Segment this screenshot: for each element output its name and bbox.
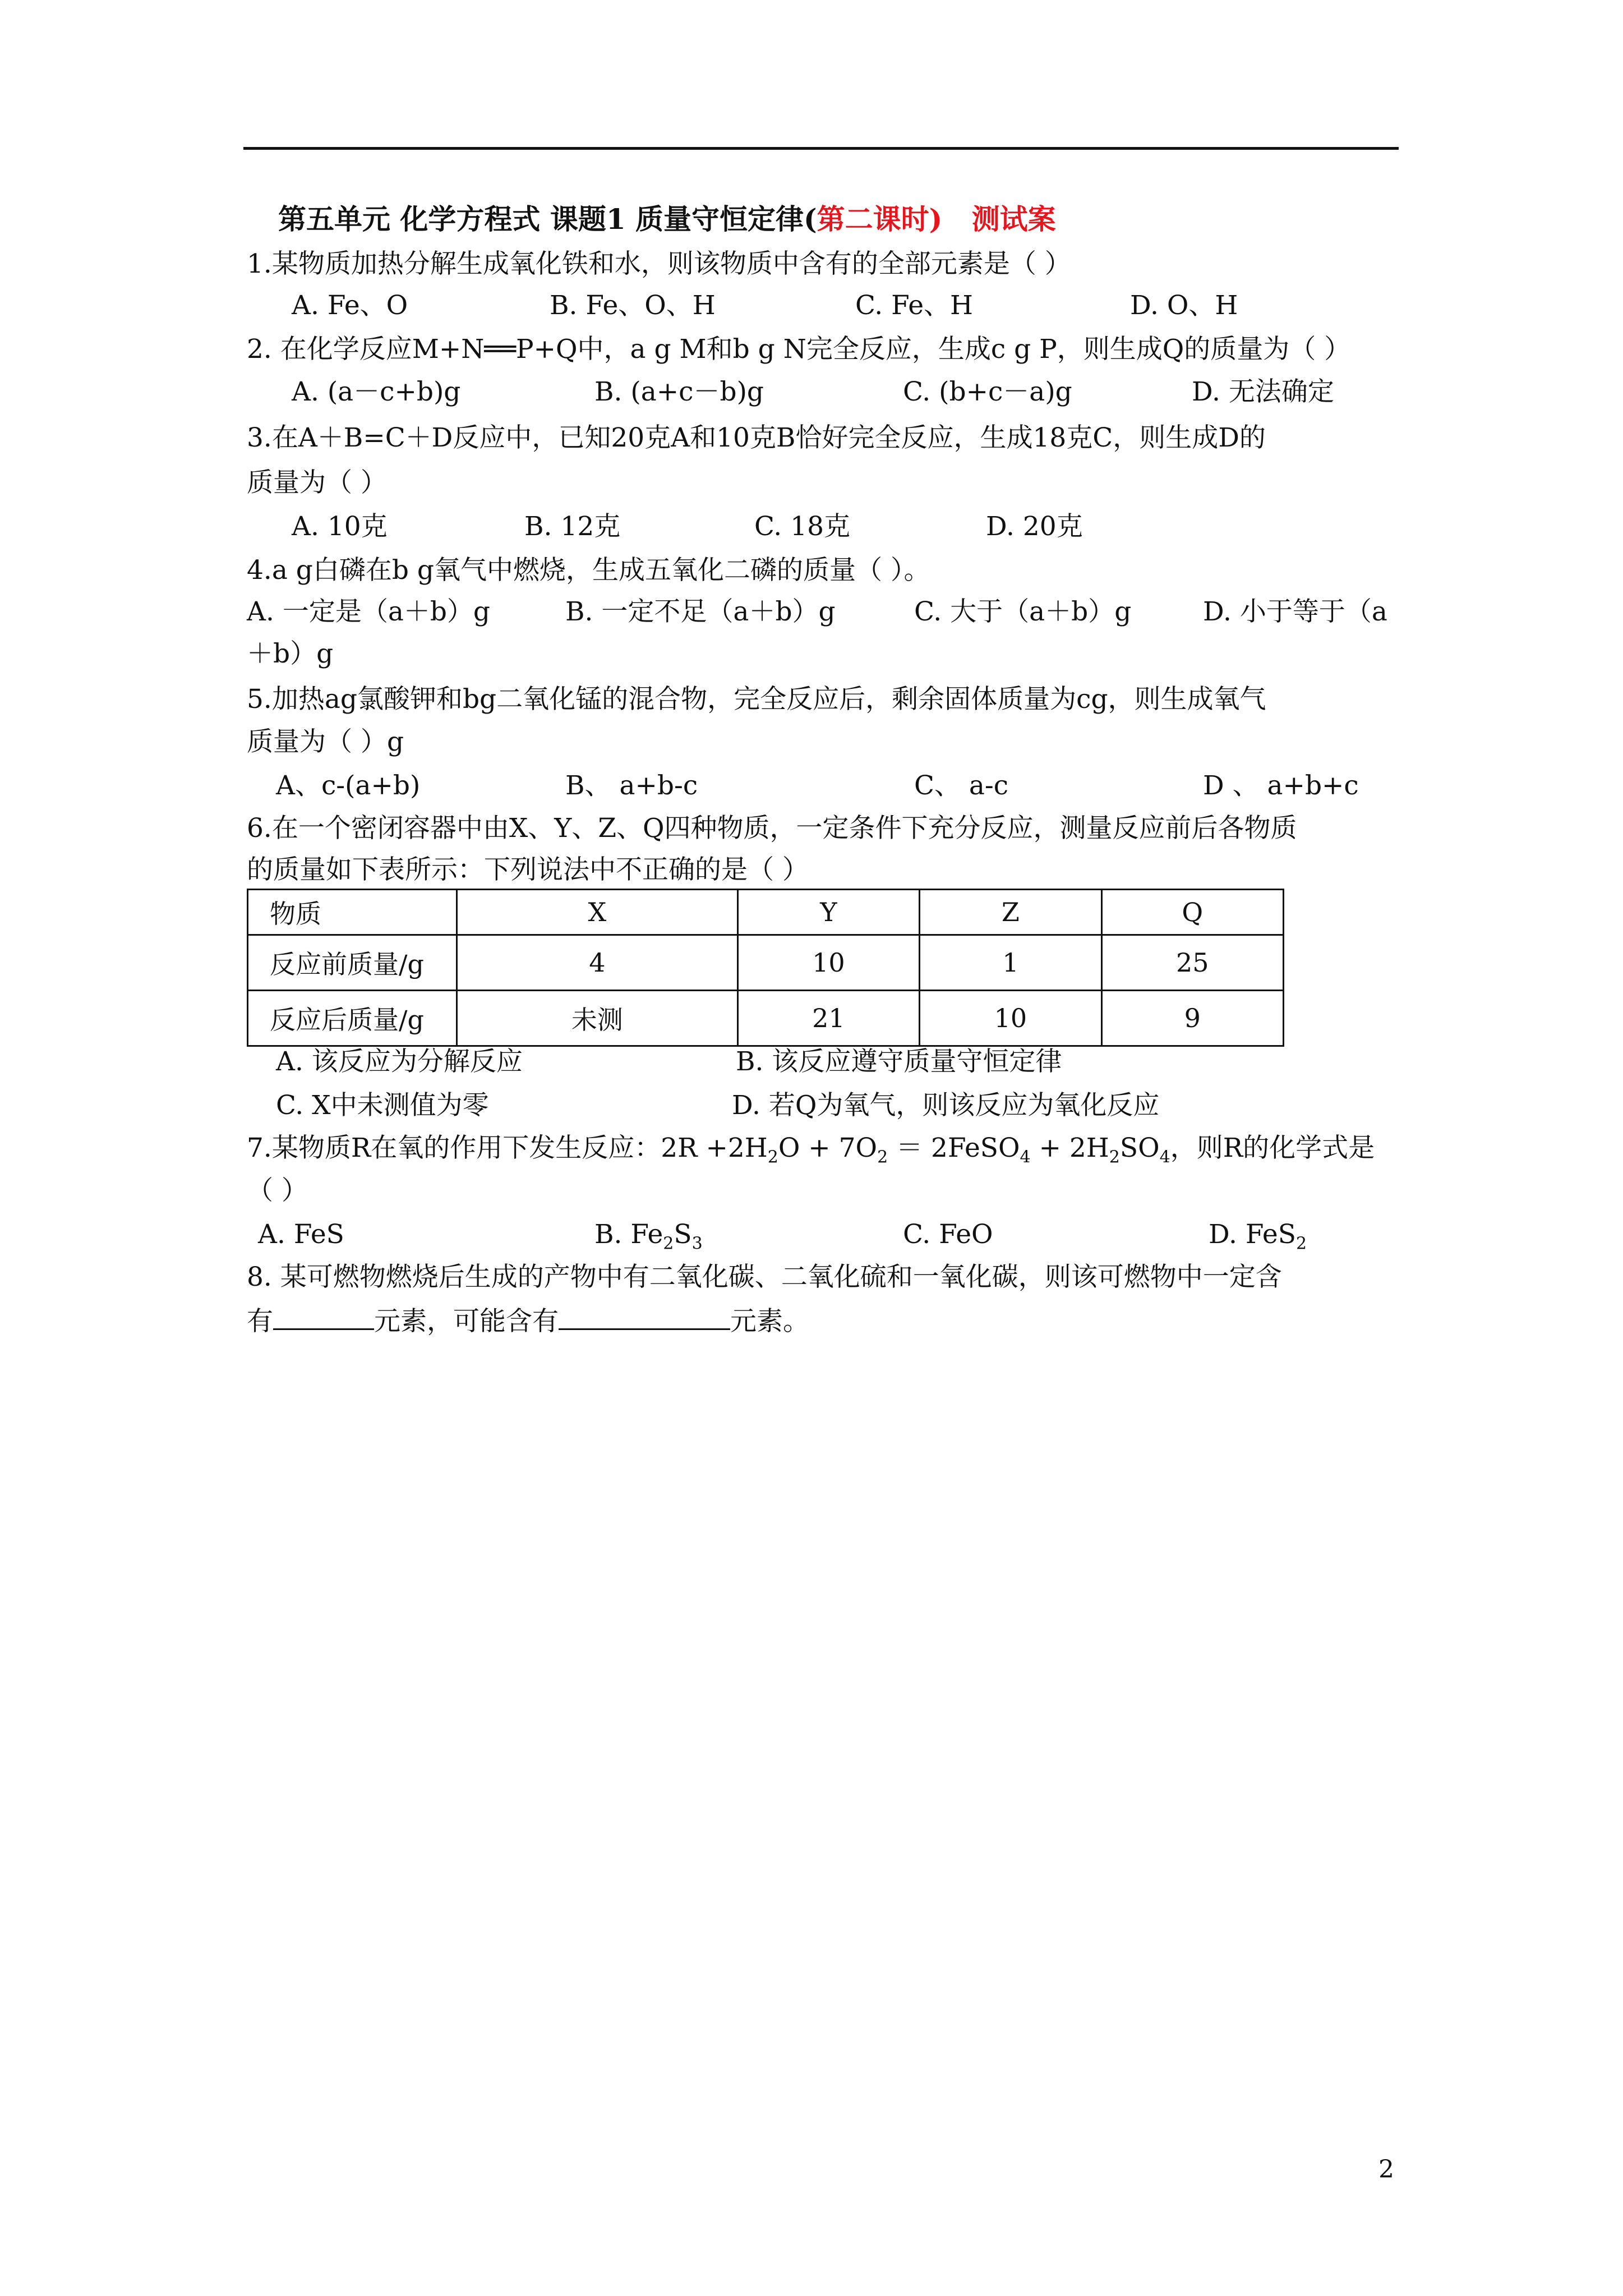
q5-option-a: A、c-(a+b) bbox=[276, 770, 421, 801]
table-header-cell: X bbox=[457, 890, 738, 935]
mass-table bbox=[247, 889, 1284, 1047]
title-main: 第五单元 化学方程式 课题1 质量守恒定律( bbox=[278, 203, 817, 236]
table-header-row bbox=[248, 890, 1284, 935]
q7-option-b-text: B. Fe bbox=[594, 1219, 663, 1250]
question-6-stem-line1: 6.在一个密闭容器中由X、Y、Z、Q四种物质，一定条件下充分反应，测量反应前后各物质 bbox=[247, 813, 1297, 844]
header-rule bbox=[243, 147, 1399, 150]
q1-option-d: D. O、H bbox=[1130, 290, 1238, 321]
q4-option-d-cont: ＋b）g bbox=[247, 638, 334, 669]
q3-option-c: C. 18克 bbox=[754, 511, 850, 542]
q1-option-b: B. Fe、O、H bbox=[550, 290, 716, 321]
q4-option-d: D. 小于等于（a bbox=[1203, 596, 1387, 627]
q2-option-c: C. (b+c－a)g bbox=[903, 376, 1072, 407]
page-number: 2 bbox=[1378, 2155, 1394, 2184]
q7-option-a: A. FeS bbox=[258, 1219, 344, 1250]
question-4-stem: 4.a g白磷在b g氧气中燃烧，生成五氧化二磷的质量（ ）。 bbox=[247, 555, 930, 586]
question-8-stem-line2 bbox=[247, 1303, 809, 1339]
table-cell: 9 bbox=[1101, 991, 1283, 1046]
question-3-stem-line1: 3.在A＋B=C＋D反应中，已知20克A和10克B恰好完全反应，生成18克C，则生成D的 bbox=[247, 422, 1266, 453]
q7-option-d-text: D. FeS bbox=[1209, 1219, 1296, 1250]
q2-option-d: D. 无法确定 bbox=[1192, 376, 1334, 407]
table-cell: 1 bbox=[920, 935, 1101, 991]
table-cell: 未测 bbox=[457, 991, 738, 1046]
q7-option-b: B. $Fe_2S_3$ bbox=[594, 1219, 703, 1254]
table-cell: 反应后质量/g bbox=[248, 991, 457, 1046]
q5-option-c: C、 a-c bbox=[914, 770, 1009, 801]
q7-option-d: D. FeS$_2$ bbox=[1209, 1219, 1307, 1254]
table-row bbox=[248, 935, 1284, 991]
q5-option-b: B、 a+b-c bbox=[565, 770, 698, 801]
q2-option-a: A. (a－c+b)g bbox=[292, 376, 461, 407]
question-5-stem-line2: 质量为（ ）g bbox=[247, 726, 404, 757]
q2-option-b: B. (a+c－b)g bbox=[594, 376, 764, 407]
q5-option-d: D 、 a+b+c bbox=[1203, 770, 1359, 801]
table-header-cell: 物质 bbox=[248, 890, 457, 935]
q8-text-post: 元素。 bbox=[730, 1306, 809, 1337]
q1-option-c: C. Fe、H bbox=[855, 290, 974, 321]
q3-option-b: B. 12克 bbox=[524, 511, 621, 542]
q6-option-d: D. 若Q为氧气，则该反应为氧化反应 bbox=[732, 1090, 1160, 1121]
question-7-paren: （ ） bbox=[247, 1175, 308, 1206]
table-row bbox=[248, 991, 1284, 1046]
question-8-stem-line1: 8. 某可燃物燃烧后生成的产物中有二氧化碳、二氧化硫和一氧化碳，则该可燃物中一定含 bbox=[247, 1262, 1282, 1292]
q7-stem-end: ，则R的化学式是 bbox=[1170, 1133, 1375, 1163]
q4-option-a: A. 一定是（a＋b）g bbox=[247, 596, 491, 627]
table-cell: 10 bbox=[737, 935, 919, 991]
q8-text-mid: 元素，可能含有 bbox=[374, 1306, 559, 1337]
q6-option-c: C. X中未测值为零 bbox=[276, 1090, 489, 1121]
question-5-stem-line1: 5.加热ag氯酸钾和bg二氧化锰的混合物，完全反应后，剩余固体质量为cg，则生成氧气 bbox=[247, 684, 1266, 715]
table-cell: 4 bbox=[457, 935, 738, 991]
table-cell: 10 bbox=[920, 991, 1101, 1046]
q7-option-c: C. FeO bbox=[903, 1219, 993, 1250]
question-7-stem: 7.某物质R在氧的作用下发生反应：$2R +2H_2O + 7O_2$ ＝ 2FeSO$_4$ + $2H_2SO_4$，则R的化学式是 bbox=[247, 1133, 1375, 1167]
question-1-stem: 1.某物质加热分解生成氧化铁和水，则该物质中含有的全部元素是（ ） bbox=[247, 249, 1071, 279]
table-cell: 21 bbox=[737, 991, 919, 1046]
question-2-stem: 2. 在化学反应M+N══P+Q中，a g M和b g N完全反应，生成c g P，则生成Q的质量为（ ） bbox=[247, 334, 1351, 365]
page-title bbox=[278, 202, 1056, 237]
q7-stem-start: 7.某物质R在氧的作用下发生反应：2R +2H bbox=[247, 1133, 768, 1163]
q6-option-b: B. 该反应遵守质量守恒定律 bbox=[736, 1046, 1062, 1077]
title-lesson: 第二课时) bbox=[817, 203, 943, 236]
table-header-cell: Q bbox=[1101, 890, 1283, 935]
q3-option-d: D. 20克 bbox=[986, 511, 1083, 542]
title-test: 测试案 bbox=[971, 203, 1056, 236]
answer-blank-2[interactable] bbox=[559, 1303, 730, 1330]
question-6-stem-line2: 的质量如下表所示：下列说法中不正确的是（ ） bbox=[247, 854, 809, 885]
table-cell: 反应前质量/g bbox=[248, 935, 457, 991]
q1-option-a: A. Fe、O bbox=[292, 290, 408, 321]
q8-text-pre: 有 bbox=[247, 1306, 273, 1337]
table-cell: 25 bbox=[1101, 935, 1283, 991]
question-3-stem-line2: 质量为（ ） bbox=[247, 467, 387, 498]
answer-blank-1[interactable] bbox=[273, 1303, 374, 1330]
q3-option-a: A. 10克 bbox=[292, 511, 388, 542]
table-header-cell: Y bbox=[737, 890, 919, 935]
q4-option-c: C. 大于（a＋b）g bbox=[914, 596, 1132, 627]
table-header-cell: Z bbox=[920, 890, 1101, 935]
q6-option-a: A. 该反应为分解反应 bbox=[276, 1046, 523, 1077]
q4-option-b: B. 一定不足（a＋b）g bbox=[565, 596, 836, 627]
